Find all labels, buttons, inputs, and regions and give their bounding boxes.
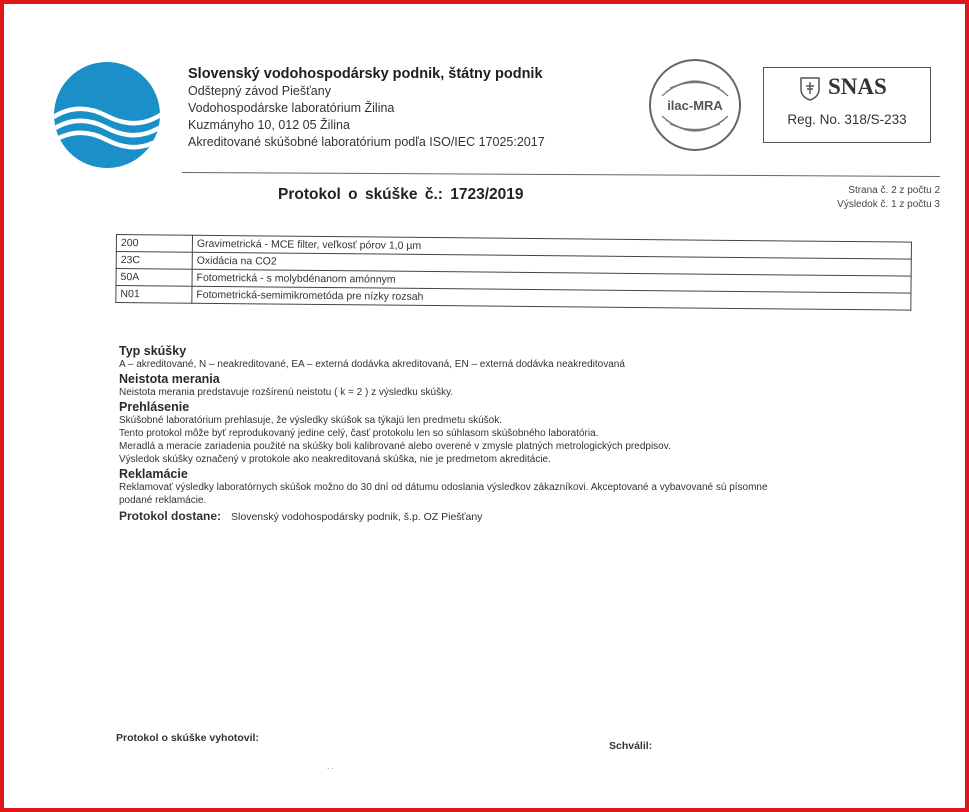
snas-brand: SNAS xyxy=(828,74,887,99)
org-accreditation: Akreditované skúšobné laboratórium podľa ISO/IEC 17025:2017 xyxy=(188,135,545,149)
methods-table xyxy=(115,234,912,311)
ilac-mra-icon xyxy=(648,58,742,152)
method-desc: Gravimetrická - MCE filter, veľkosť pórov 1,0 µm xyxy=(192,235,911,259)
recipient-row xyxy=(119,509,899,523)
neistota-text: Neistota merania predstavuje rozšírenú neistotu ( k = 2 ) z výsledku skúšky. xyxy=(119,387,454,398)
method-code: 50A xyxy=(116,269,192,287)
recipient-value: Slovenský vodohospodársky podnik, š.p. OZ Piešťany xyxy=(231,511,483,523)
org-name: Slovenský vodohospodársky podnik, štátny podnik xyxy=(188,66,543,82)
approved-label: Schválil: xyxy=(609,740,653,752)
prehlasenie-line: Výsledok skúšky označený v protokole ako neakreditovaná skúška, nie je predmetom akreditácie. xyxy=(119,454,551,465)
typ-heading: Typ skúšky xyxy=(119,344,187,358)
reklamacie-line: podané reklamácie. xyxy=(119,495,207,506)
snas-reg-number: Reg. No. 318/S-233 xyxy=(787,112,907,127)
prehlasenie-heading: Prehlásenie xyxy=(119,400,190,414)
method-code: 200 xyxy=(116,235,192,253)
org-address: Kuzmányho 10, 012 05 Žilina xyxy=(188,118,350,132)
method-desc: Fotometrická - s molybdénanom amónnym xyxy=(192,269,911,293)
signature-dots: . . xyxy=(327,762,334,771)
typ-text: A – akreditované, N – neakreditované, EA – externá dodávka akreditovaná, EN – externá dodávka neakreditovaná xyxy=(119,359,625,370)
org-branch: Odštepný závod Piešťany xyxy=(188,84,331,98)
prehlasenie-line: Tento protokol môže byť reprodukovaný jedine celý, časť protokolu len so súhlasom skúšobného laboratória. xyxy=(119,428,599,439)
shield-icon xyxy=(800,77,820,101)
result-number: Výsledok č. 1 z počtu 3 xyxy=(837,199,940,210)
notes-section xyxy=(119,343,899,523)
reklamacie-heading: Reklamácie xyxy=(119,467,188,481)
svp-logo-icon xyxy=(52,60,162,170)
ilac-label: ilac-MRA xyxy=(667,98,723,113)
prehlasenie-line: Meradlá a meracie zariadenia použité na skúšky boli kalibrované alebo overené v zmysle platných metrologických predpisov. xyxy=(119,441,671,452)
protocol-title: Protokol o skúške č.: 1723/2019 xyxy=(278,186,524,203)
organization-block xyxy=(188,66,545,151)
page-info xyxy=(814,184,940,212)
method-desc: Oxidácia na CO2 xyxy=(192,252,911,276)
org-lab: Vodohospodárske laboratórium Žilina xyxy=(188,101,395,115)
neistota-heading: Neistota merania xyxy=(119,372,220,386)
prepared-by-label: Protokol o skúške vyhotovil: xyxy=(116,732,259,744)
method-desc: Fotometrická-semimikrometóda pre nízky rozsah xyxy=(192,286,911,310)
recipient-label: Protokol dostane: xyxy=(119,509,222,523)
prehlasenie-line: Skúšobné laboratórium prehlasuje, že výsledky skúšok sa týkajú len predmetu skúšok. xyxy=(119,415,502,426)
method-code: 23C xyxy=(116,252,192,270)
reklamacie-line: Reklamovať výsledky laboratórnych skúšok možno do 30 dní od dátumu odoslania výsledkov zákazníkovi. Akceptované a vybavované sú písomne xyxy=(119,482,768,493)
snas-badge xyxy=(763,67,931,143)
method-code: N01 xyxy=(116,286,192,304)
page-number: Strana č. 2 z počtu 2 xyxy=(848,185,940,196)
